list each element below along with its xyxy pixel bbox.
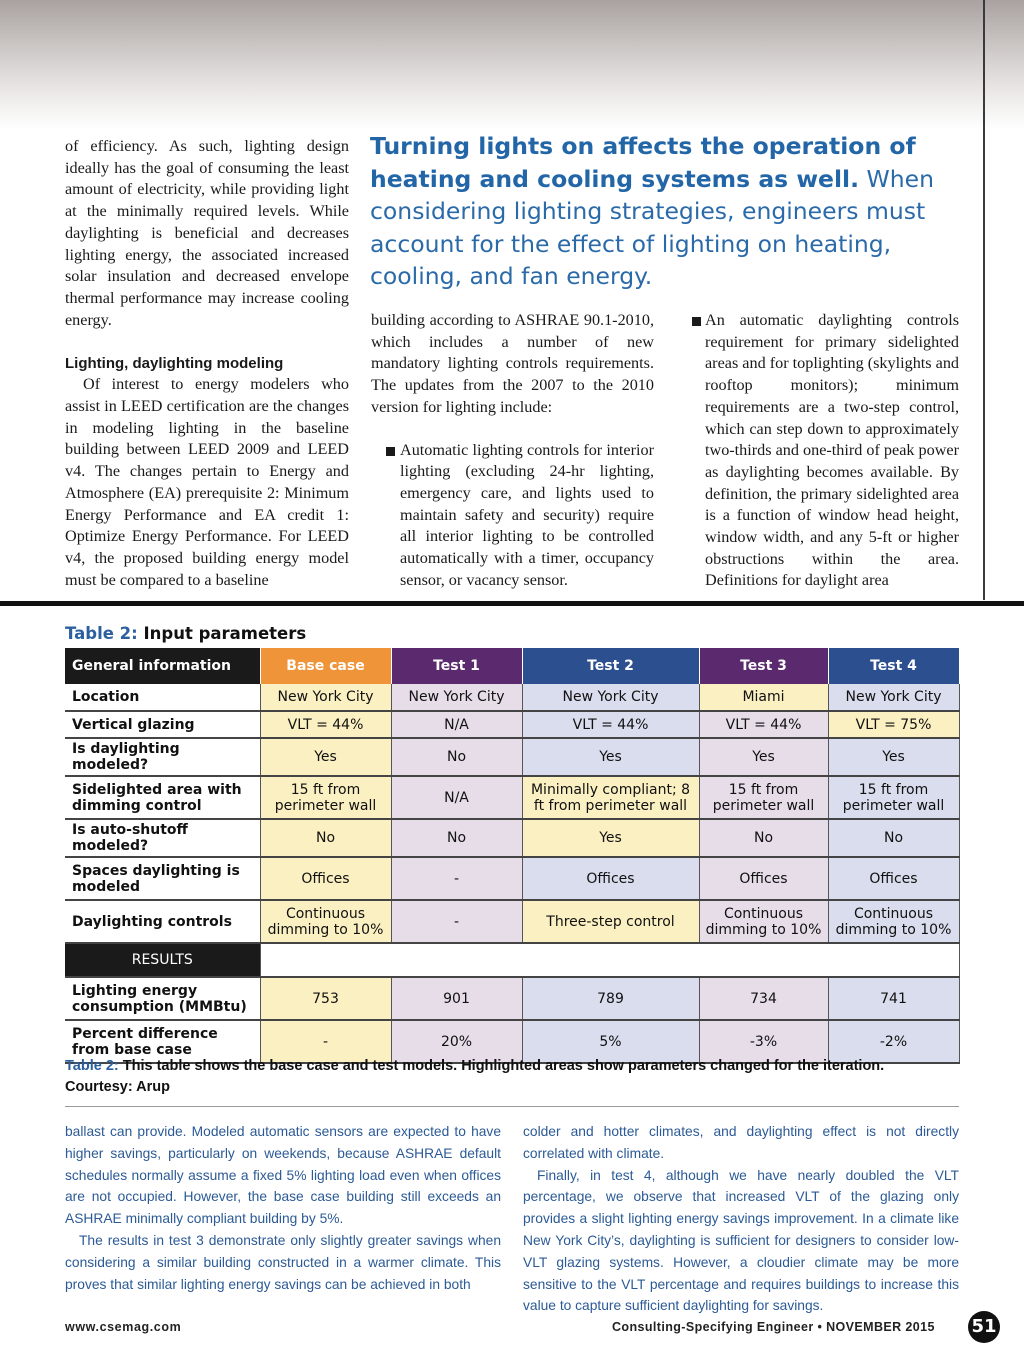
table-cell: VLT = 44% xyxy=(260,711,391,738)
table-cell: Continuous dimming to 10% xyxy=(260,900,391,943)
table-cell: Offices xyxy=(522,857,699,900)
table-cell: -3% xyxy=(699,1020,828,1063)
table-cell: -2% xyxy=(828,1020,959,1063)
bullet-item xyxy=(690,310,959,592)
row-label: Is auto-shutoff modeled? xyxy=(65,819,260,857)
square-bullet-icon xyxy=(692,317,701,326)
table-cell: Offices xyxy=(260,857,391,900)
pull-quote xyxy=(370,130,970,293)
table-cell: Yes xyxy=(828,738,959,776)
row-label: Location xyxy=(65,684,260,711)
table-cell: Offices xyxy=(828,857,959,900)
table-cell: New York City xyxy=(522,684,699,711)
table-row xyxy=(65,819,959,857)
table-cell: - xyxy=(391,857,522,900)
table-cell: Miami xyxy=(699,684,828,711)
row-label: Vertical glazing xyxy=(65,711,260,738)
results-label: RESULTS xyxy=(65,943,260,977)
bullet-list xyxy=(371,440,654,592)
row-label: Lighting energy consumption (MMBtu) xyxy=(65,977,260,1020)
footer-url: www.csemag.com xyxy=(65,1320,182,1334)
table-title-label: Table 2: xyxy=(65,624,138,643)
pull-quote-text: When considering lighting strategies, engineers must account for the effect of lighting on heating, cooling, and fan energy. xyxy=(370,164,934,291)
table-header-row xyxy=(65,648,959,684)
vertical-rule xyxy=(983,0,985,600)
section-heading: Lighting, daylighting modeling xyxy=(65,355,284,373)
caption-text: This table shows the base case and test models. Highlighted areas show parameters changed for the iteration. xyxy=(118,1058,885,1074)
table-cell: 5% xyxy=(522,1020,699,1063)
article-column-middle xyxy=(371,310,654,591)
article-paragraph: colder and hotter climates, and daylighting effect is not directly correlated with climate. xyxy=(523,1124,959,1161)
table-title-text: Input parameters xyxy=(137,624,307,643)
table-cell: No xyxy=(391,738,522,776)
article-paragraph: building according to ASHRAE 90.1-2010, which includes a number of new mandatory lighting controls requirements. The updates from the 2007 to the 2010 version for lighting include: xyxy=(371,311,654,416)
table-cell: Yes xyxy=(522,738,699,776)
article-column-right xyxy=(690,310,959,592)
table-cell: New York City xyxy=(828,684,959,711)
bullet-text: Automatic lighting controls for interior lighting (excluding 24-hr lighting, emergency care, and lights used to maintain safety and security) require all interior lighting to be controlled automatically with a timer, occupancy sensor, or vacancy sensor. xyxy=(400,440,654,589)
table-title xyxy=(65,624,306,643)
table-cell: Yes xyxy=(522,819,699,857)
courtesy-credit: Courtesy: Arup xyxy=(65,1079,170,1095)
table-cell: - xyxy=(260,1020,391,1063)
table-cell: 15 ft from perimeter wall xyxy=(699,776,828,819)
table-cell: VLT = 44% xyxy=(522,711,699,738)
table-cell: 753 xyxy=(260,977,391,1020)
column-header: General information xyxy=(65,648,260,684)
table-cell: Continuous dimming to 10% xyxy=(699,900,828,943)
table-cell: Three-step control xyxy=(522,900,699,943)
article-column-bottom-left xyxy=(65,1121,501,1295)
table-cell: 901 xyxy=(391,977,522,1020)
table-cell: 734 xyxy=(699,977,828,1020)
results-spacer xyxy=(260,943,959,977)
table-cell: 789 xyxy=(522,977,699,1020)
table-cell: Yes xyxy=(260,738,391,776)
table-row xyxy=(65,684,959,711)
column-header: Test 3 xyxy=(699,648,828,684)
table-row xyxy=(65,738,959,776)
table-cell: Continuous dimming to 10% xyxy=(828,900,959,943)
column-header: Base case xyxy=(260,648,391,684)
table-cell: 15 ft from perimeter wall xyxy=(828,776,959,819)
article-column-bottom-right xyxy=(523,1121,959,1317)
page-number: 51 xyxy=(968,1311,1000,1343)
row-label: Sidelighted area with dimming control xyxy=(65,776,260,819)
table-cell: Minimally compliant; 8 ft from perimeter wall xyxy=(522,776,699,819)
article-paragraph: The results in test 3 demonstrate only slightly greater savings when considering a similar building constructed in a warmer climate. This proves that similar lighting energy savings can be achieved in both xyxy=(65,1232,501,1292)
table-cell: 15 ft from perimeter wall xyxy=(260,776,391,819)
table-row xyxy=(65,857,959,900)
table-cell: No xyxy=(828,819,959,857)
row-label: Percent difference from base case xyxy=(65,1020,260,1063)
table-cell: 20% xyxy=(391,1020,522,1063)
header-gradient-band xyxy=(0,0,1024,130)
bullet-item xyxy=(371,440,654,592)
table-cell: No xyxy=(699,819,828,857)
results-header-row xyxy=(65,943,959,977)
row-label: Daylighting controls xyxy=(65,900,260,943)
table-cell: New York City xyxy=(391,684,522,711)
column-header: Test 1 xyxy=(391,648,522,684)
table-cell: - xyxy=(391,900,522,943)
column-header: Test 2 xyxy=(522,648,699,684)
column-header: Test 4 xyxy=(828,648,959,684)
caption-label: Table 2: xyxy=(65,1058,119,1074)
article-paragraph: of efficiency. As such, lighting design ideally has the goal of consuming the least amount of electricity, while providing light at the minimally required levels. While daylighting is beneficial and decreases lighting energy, the associated increased solar insulation and decreased envelope thermal performance may increase cooling energy. xyxy=(65,137,349,329)
section-divider xyxy=(0,601,1024,606)
article-paragraph: ballast can provide. Modeled automatic sensors are expected to have higher savings, particularly on weekends, because ASHRAE default schedules normally assume a fixed 5% lighting load even when offices are not occupied. However, the base case building still exceeds an ASHRAE minimally compliant building by 5%. xyxy=(65,1124,501,1227)
article-column-left xyxy=(65,136,349,591)
table-cell: 741 xyxy=(828,977,959,1020)
row-label: Spaces daylighting is modeled xyxy=(65,857,260,900)
bullet-list xyxy=(690,310,959,592)
article-paragraph: Finally, in test 4, although we have nearly doubled the VLT percentage, we observe that increased VLT of the glazing only provides a slight lighting energy savings improvement. In a climate like New York City’s, daylighting is sufficient for designers to consider low-VLT glazing systems. However, a cloudier climate may be more sensitive to the VLT percentage and requires buildings to increase this value to capture sufficient daylighting for savings. xyxy=(523,1167,959,1314)
square-bullet-icon xyxy=(386,447,395,456)
bullet-text: An automatic daylighting controls requirement for primary sidelighted areas and for toplighting (skylights and rooftop monitors); minimum requirements are a two-step control, which can step down to approximately two-thirds and one-third of peak power as daylighting becomes available. By definition, the primary sidelighted area is a function of window head height, window width, and any 5-ft or higher obstructions within the area. Definitions for daylight area xyxy=(705,311,960,590)
table-cell: VLT = 44% xyxy=(699,711,828,738)
row-label: Is daylighting modeled? xyxy=(65,738,260,776)
table-cell: No xyxy=(391,819,522,857)
table-cell: No xyxy=(260,819,391,857)
caption-divider xyxy=(65,1106,959,1107)
table-caption xyxy=(65,1056,959,1098)
table-cell: N/A xyxy=(391,776,522,819)
footer-publication: Consulting-Specifying Engineer • NOVEMBER 2015 xyxy=(612,1320,935,1334)
table-cell: Yes xyxy=(699,738,828,776)
article-paragraph: Of interest to energy modelers who assist in LEED certification are the changes in modeling lighting in the baseline building between LEED 2009 and LEED v4. The changes pertain to Energy and Atmosphere (EA) prerequisite 2: Minimum Energy Performance and EA credit 1: Optimize Energy Performance. For LEED v4, the proposed building energy model must be compared to a baseline xyxy=(65,375,349,589)
table-cell: Offices xyxy=(699,857,828,900)
table-row xyxy=(65,977,959,1020)
table-row xyxy=(65,711,959,738)
table-row xyxy=(65,900,959,943)
pull-quote-bold: Turning lights on affects the operation of heating and cooling systems as well. xyxy=(370,132,916,193)
table-cell: N/A xyxy=(391,711,522,738)
table-cell: New York City xyxy=(260,684,391,711)
input-parameters-table xyxy=(65,648,960,1064)
table-row xyxy=(65,776,959,819)
table-cell: VLT = 75% xyxy=(828,711,959,738)
